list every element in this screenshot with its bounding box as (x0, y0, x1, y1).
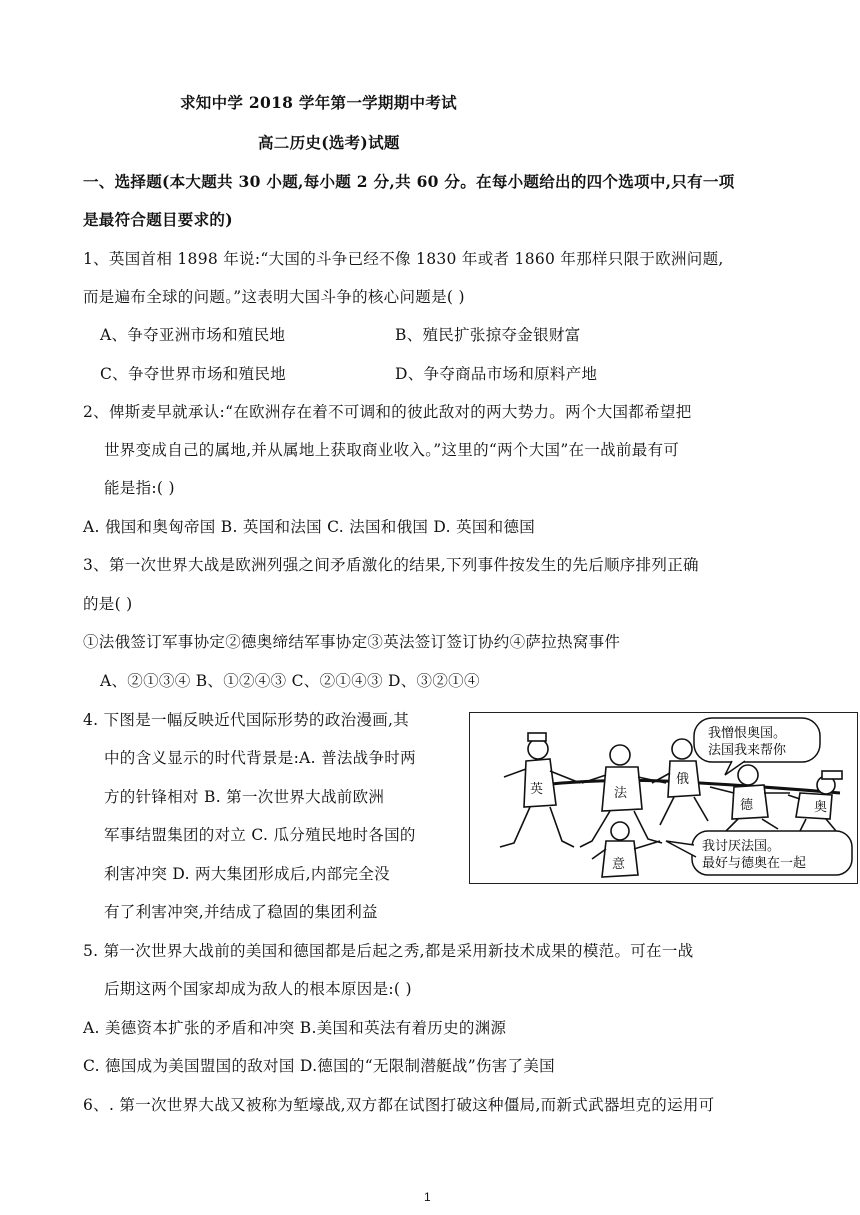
q4-stem-line1: 4. 下图是一幅反映近代国际形势的政治漫画,其 (83, 711, 410, 729)
q1-option-d: D、争夺商品市场和原料产地 (395, 365, 598, 383)
q3-stem-line1: 3、第一次世界大战是欧洲列强之间矛盾激化的结果,下列事件按发生的先后顺序排列正确 (83, 556, 699, 574)
q3-stem-line2: 的是( ) (83, 595, 133, 613)
figure-germany (710, 765, 790, 831)
political-cartoon (469, 712, 858, 884)
exam-subtitle: 高二历史(选考)试题 (258, 133, 400, 152)
label-austria: 奥 (814, 800, 828, 815)
bubble-top-text-2: 法国我来帮你 (708, 743, 787, 758)
q1-stem-line1: 1、英国首相 1898 年说:“大国的斗争已经不像 1830 年或者 1860 年那样只限于欧洲问题, (83, 250, 724, 268)
q2-stem-line3: 能是指:( ) (104, 479, 175, 497)
q5-stem-line2: 后期这两个国家却成为敌人的根本原因是:( ) (104, 980, 412, 998)
speech-bubble-bottom-tail (666, 841, 696, 857)
q4-stem-line2: 中的含义显示的时代背景是:A. 普法战争时两 (104, 749, 416, 767)
label-france: 法 (614, 786, 628, 801)
figure-austria (788, 771, 842, 831)
figure-britain (500, 733, 580, 847)
bubble-top-text-1: 我憎恨奥国。 (708, 726, 787, 741)
q1-stem-line2: 而是遍布全球的问题。”这表明大国斗争的核心问题是( ) (83, 288, 465, 306)
q4-stem-line5: 利害冲突 D. 两大集团形成后,内部完全没 (104, 865, 390, 883)
q5-stem-line1: 5. 第一次世界大战前的美国和德国都是后起之秀,都是采用新技术成果的模范。可在一战 (83, 942, 694, 960)
q1-option-c: C、争夺世界市场和殖民地 (100, 365, 286, 383)
q1-option-a: A、争夺亚洲市场和殖民地 (100, 326, 286, 344)
q4-stem-line4: 军事结盟集团的对立 C. 瓜分殖民地时各国的 (104, 826, 416, 844)
label-russia: 俄 (676, 772, 690, 787)
exam-title: 求知中学 2018 学年第一学期期中考试 (180, 93, 457, 112)
q3-events: ①法俄签订军事协定②德奥缔结军事协定③英法签订签订协约④萨拉热窝事件 (83, 633, 621, 651)
bubble-bottom-text-2: 最好与德奥在一起 (702, 856, 807, 871)
q3-options: A、②①③④ B、①②④③ C、②①④③ D、③②①④ (100, 672, 480, 690)
q4-stem-line6: 有了利害冲突,并结成了稳固的集团利益 (104, 903, 378, 921)
page-number: 1 (424, 1190, 431, 1204)
q5-options-cd: C. 德国成为美国盟国的敌对国 D.德国的“无限制潜艇战”伤害了美国 (83, 1057, 555, 1075)
label-germany: 德 (740, 798, 754, 813)
q2-options: A. 俄国和奥匈帝国 B. 英国和法国 C. 法国和俄国 D. 英国和德国 (83, 518, 536, 536)
q4-stem-line3: 方的针锋相对 B. 第一次世界大战前欧洲 (104, 788, 385, 806)
bubble-bottom-text-1: 我讨厌法国。 (702, 839, 781, 854)
section-heading-line2: 是最符合题目要求的) (83, 210, 233, 229)
q5-options-ab: A. 美德资本扩张的矛盾和冲突 B.美国和英法有着历史的渊源 (83, 1019, 507, 1037)
cartoon-drawing (470, 713, 858, 884)
q2-stem-line2: 世界变成自己的属地,并从属地上获取商业收入。”这里的“两个大国”在一战前最有可 (104, 441, 680, 459)
label-britain: 英 (530, 782, 544, 797)
q1-option-b: B、殖民扩张掠夺金银财富 (395, 326, 581, 344)
label-italy: 意 (612, 857, 626, 872)
section-heading-line1: 一、选择题(本大题共 30 小题,每小题 2 分,共 60 分。在每小题给出的四个选项中,只有一项 (83, 172, 735, 191)
q6-stem-line1: 6、. 第一次世界大战又被称为堑壕战,双方都在试图打破这种僵局,而新式武器坦克的运用可 (83, 1096, 715, 1114)
q2-stem-line1: 2、俾斯麦早就承认:“在欧洲存在着不可调和的彼此敌对的两大势力。两个大国都希望把 (83, 403, 692, 421)
